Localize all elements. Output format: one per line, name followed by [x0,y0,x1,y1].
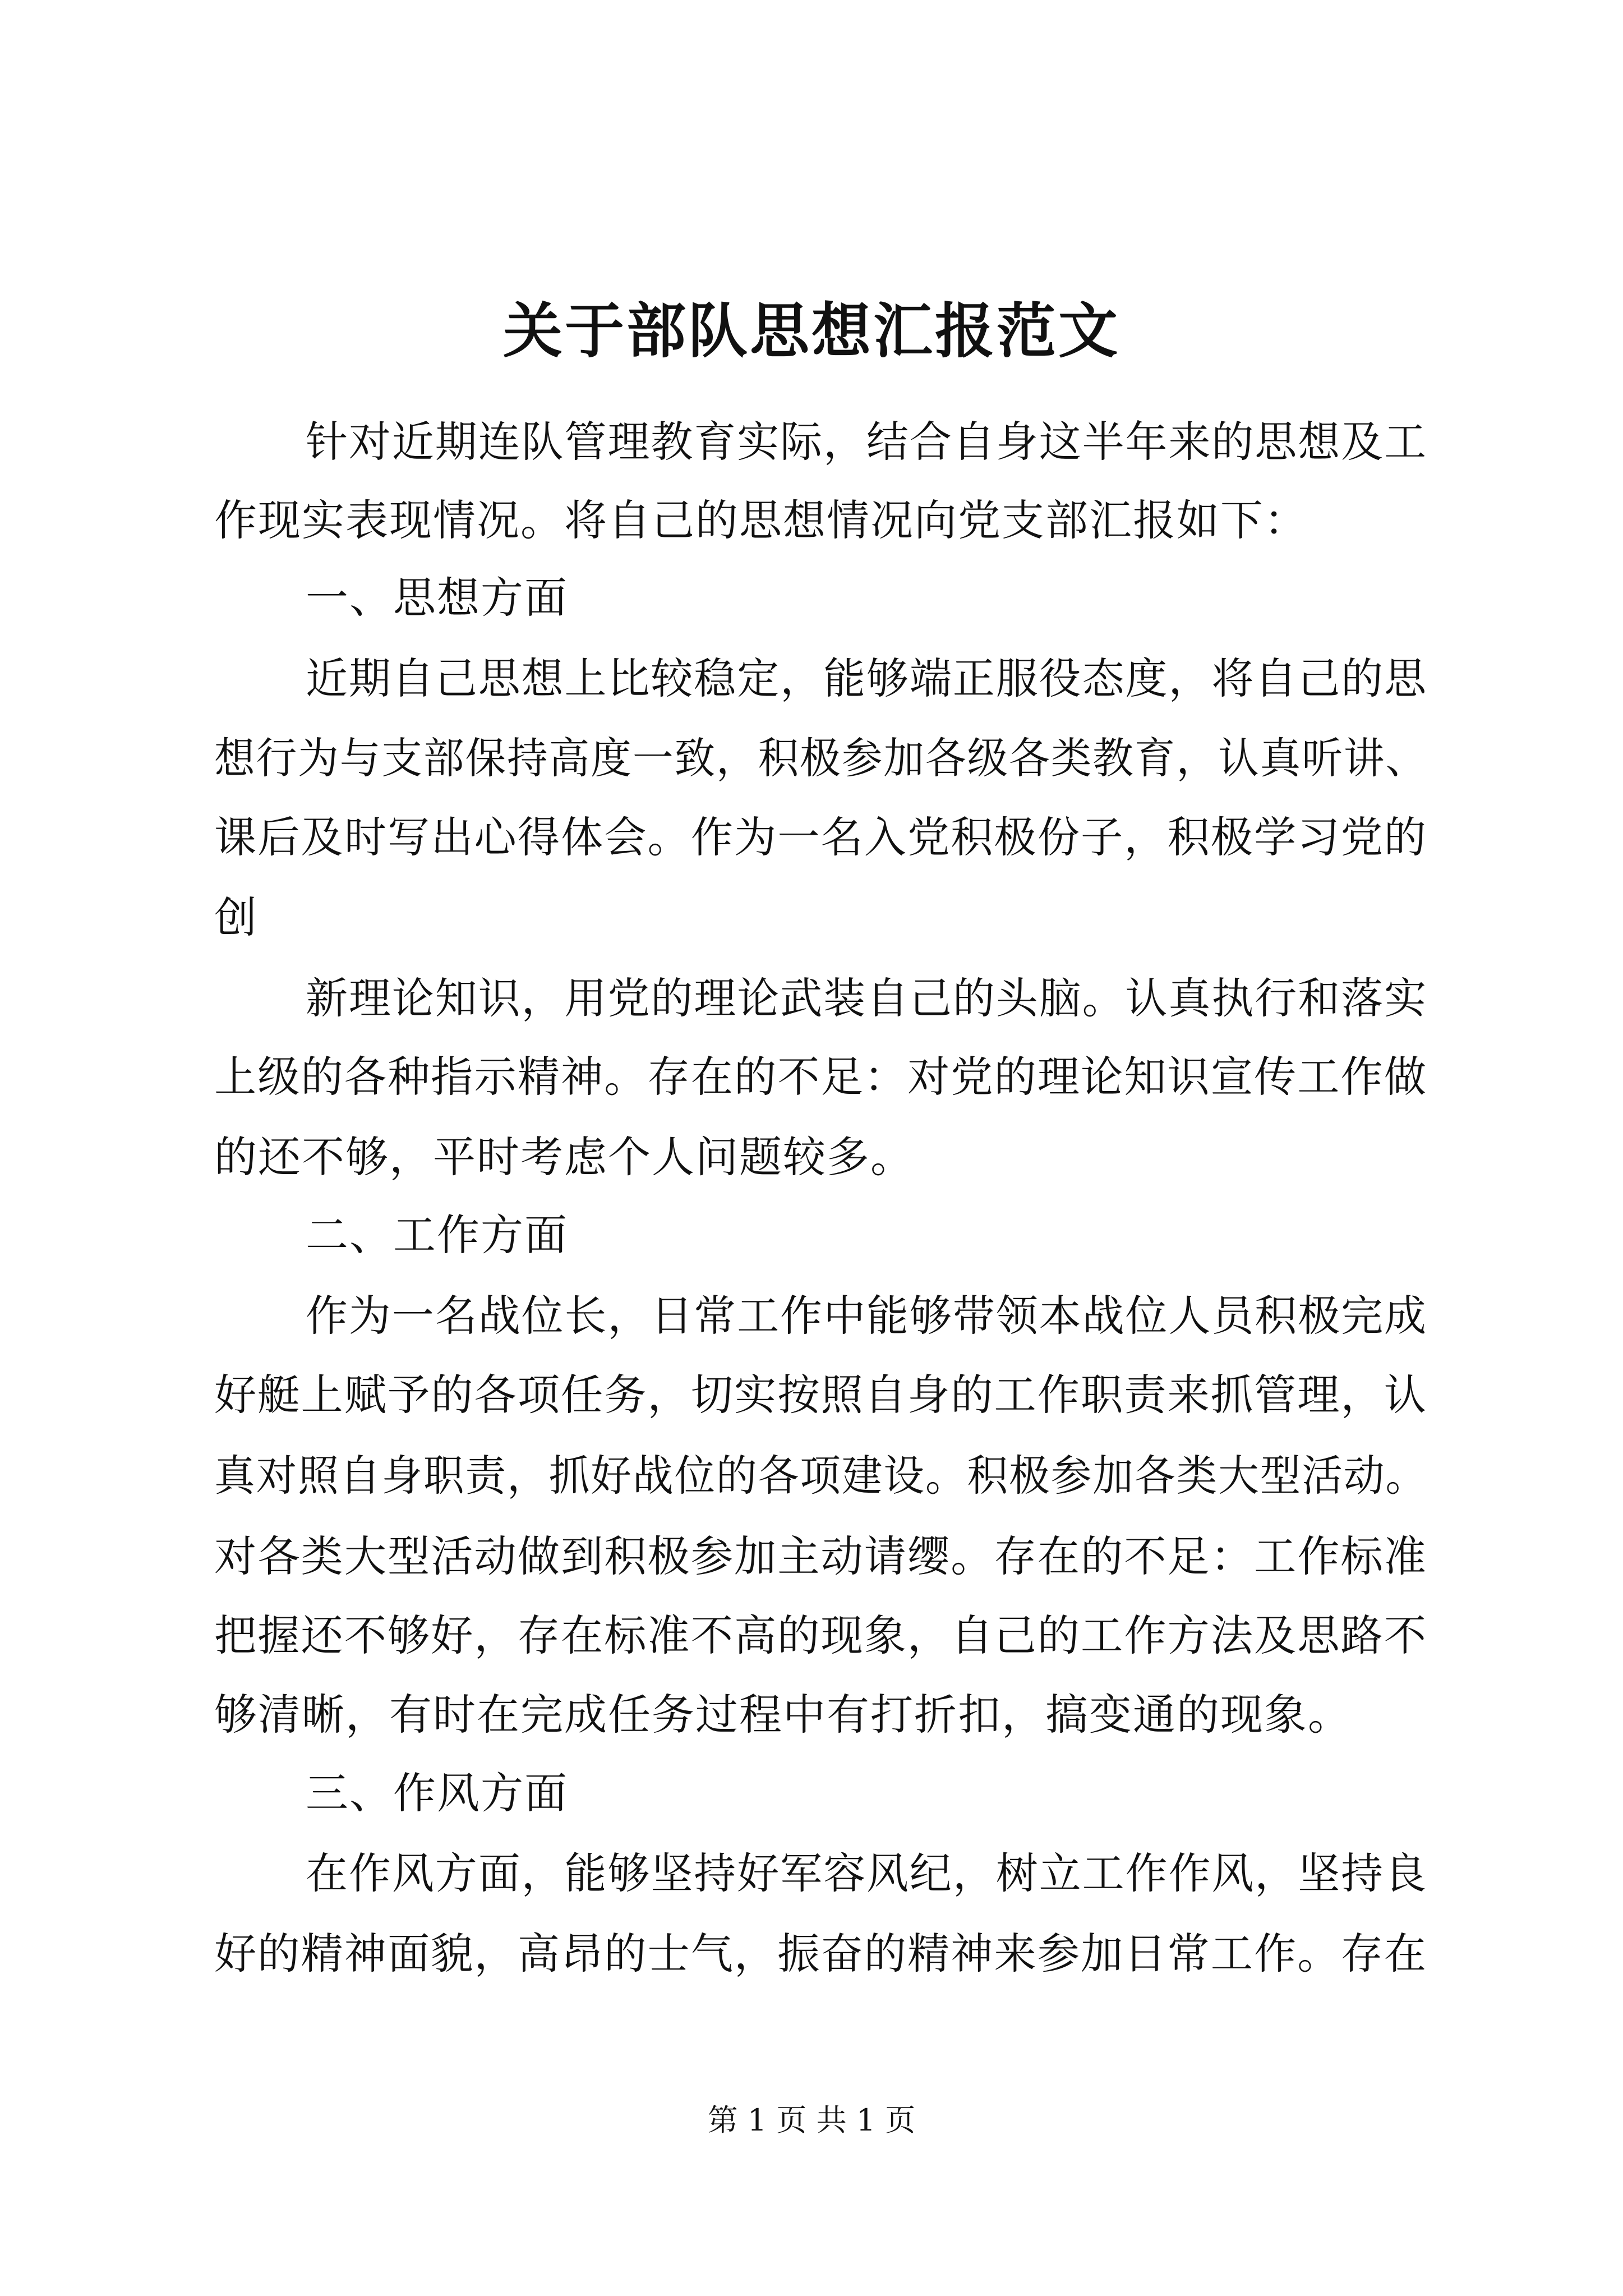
body-line: 够清晰，有时在完成任务过程中有打折扣，搞变通的现象。 [214,1690,1352,1740]
body-line: 上级的各种指示精神。存在的不足：对党的理论知识宣传工作做 [214,1052,1427,1102]
body-line: 针对近期连队管理教育实际，结合自身这半年来的思想及工 [306,417,1427,467]
body-line: 课后及时写出心得体会。作为一名入党积极份子，积极学习党的 [214,812,1427,862]
body-line: 近期自己思想上比较稳定，能够端正服役态度，将自己的思 [306,654,1427,703]
page-footer: 第 1 页 共 1 页 [707,2102,916,2138]
section-heading: 二、工作方面 [306,1210,568,1260]
body-line: 好艇上赋予的各项任务，切实按照自身的工作职责来抓管理，认 [214,1370,1427,1420]
body-line: 新理论知识，用党的理论武装自己的头脑。认真执行和落实 [306,973,1427,1023]
document-title: 关于部队思想汇报范文 [503,296,1120,366]
body-line: 作现实表现情况。将自己的思想情况向党支部汇报如下： [214,495,1308,545]
body-line: 对各类大型活动做到积极参加主动请缨。存在的不足：工作标准 [214,1531,1427,1581]
body-line: 想行为与支部保持高度一致，积极参加各级各类教育，认真听讲、 [214,733,1427,783]
body-line: 把握还不够好，存在标准不高的现象，自己的工作方法及思路不 [214,1611,1427,1660]
body-line: 作为一名战位长，日常工作中能够带领本战位人员积极完成 [306,1291,1427,1341]
body-line: 在作风方面，能够坚持好军容风纪，树立工作作风，坚持良 [306,1848,1427,1898]
body-line: 的还不够，平时考虑个人问题较多。 [214,1132,914,1182]
body-line: 真对照自身职责，抓好战位的各项建设。积极参加各类大型活动。 [214,1451,1427,1501]
body-line: 好的精神面貌，高昂的士气，振奋的精神来参加日常工作。存在 [214,1929,1427,1978]
body-line: 创 [214,892,258,942]
section-heading: 三、作风方面 [306,1768,568,1818]
section-heading: 一、思想方面 [306,573,568,623]
